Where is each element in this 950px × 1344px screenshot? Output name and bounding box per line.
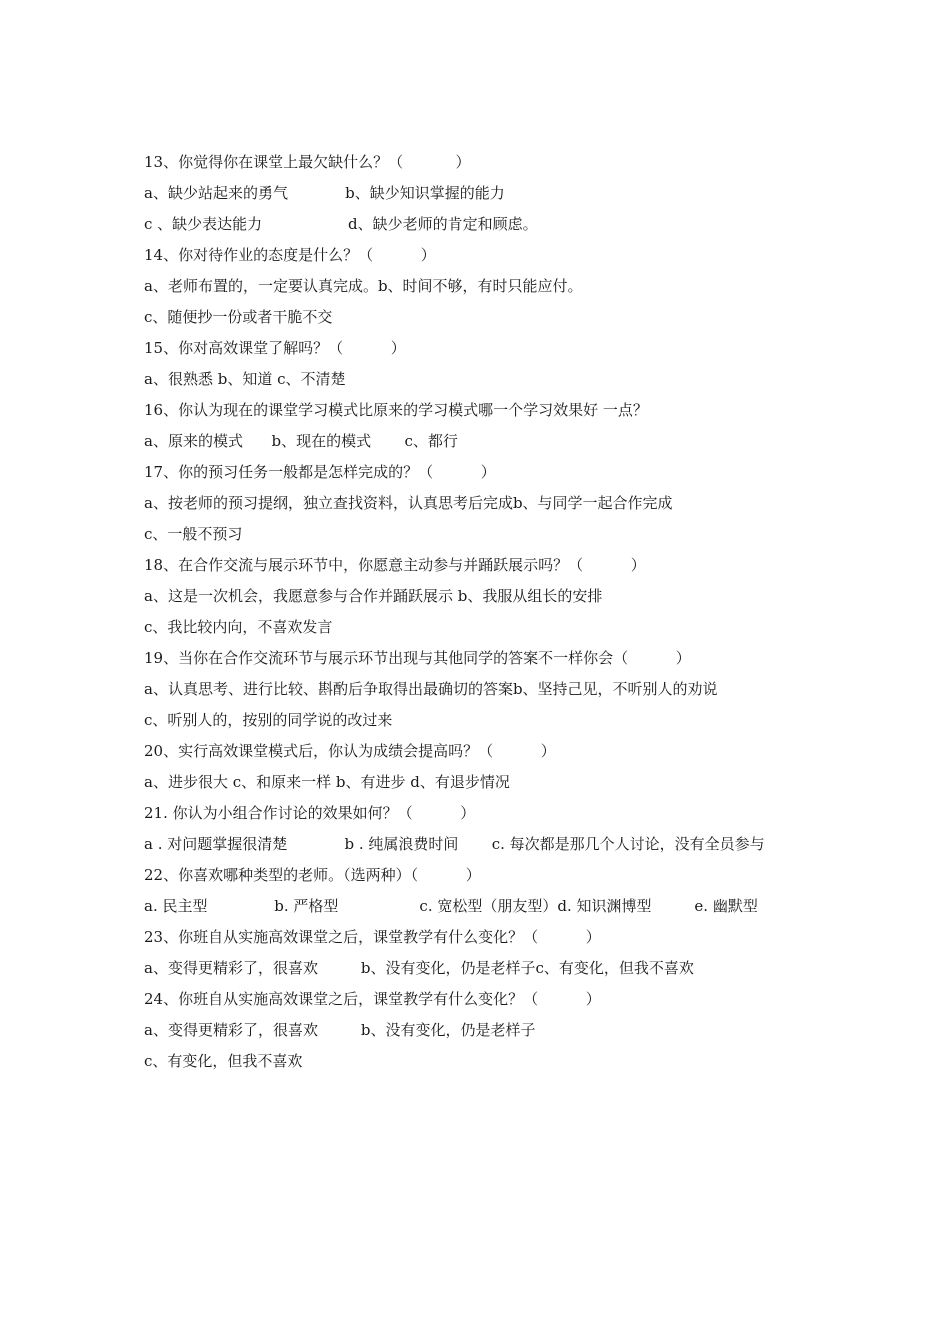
question-17: 17、你的预习任务一般都是怎样完成的？（ ）: [144, 463, 496, 481]
question-24-options-ab: a、变得更精彩了，很喜欢 b、没有变化，仍是老样子: [144, 1021, 536, 1039]
question-21-options: a . 对问题掌握很清楚 b . 纯属浪费时间 c. 每次都是那几个人讨论，没有全员参与: [144, 835, 765, 853]
question-16: 16、你认为现在的课堂学习模式比原来的学习模式哪一个学习效果好 一点？: [144, 401, 648, 419]
question-22: 22、你喜欢哪种类型的老师。（选两种）（ ）: [144, 866, 481, 884]
question-18-option-c: c、我比较内向，不喜欢发言: [144, 618, 333, 636]
questionnaire-page: [144, 152, 814, 1082]
question-17-option-c: c、一般不预习: [144, 525, 243, 543]
question-20-options: a、进步很大 c、和原来一样 b、有进步 d、有退步情况: [144, 773, 510, 791]
question-24: 24、你班自从实施高效课堂之后，课堂教学有什么变化？（ ）: [144, 990, 601, 1008]
question-20: 20、实行高效课堂模式后，你认为成绩会提高吗？（ ）: [144, 742, 556, 760]
question-13: 13、你觉得你在课堂上最欠缺什么？（ ）: [144, 153, 471, 171]
question-23: 23、你班自从实施高效课堂之后，课堂教学有什么变化？（ ）: [144, 928, 601, 946]
question-17-options-ab: a、按老师的预习提纲，独立查找资料，认真思考后完成b、与同学一起合作完成: [144, 494, 673, 512]
question-13-options-ab: a、缺少站起来的勇气 b、缺少知识掌握的能力: [144, 184, 505, 202]
question-19: 19、当你在合作交流环节与展示环节出现与其他同学的答案不一样你会（ ）: [144, 649, 691, 667]
question-18-options-ab: a、这是一次机会，我愿意参与合作并踊跃展示 b、我服从组长的安排: [144, 587, 603, 605]
question-14-option-c: c、随便抄一份或者干脆不交: [144, 308, 333, 326]
question-23-options: a、变得更精彩了，很喜欢 b、没有变化，仍是老样子c、有变化，但我不喜欢: [144, 959, 694, 977]
question-15-options: a、很熟悉 b、知道 c、不清楚: [144, 370, 346, 388]
question-21: 21. 你认为小组合作讨论的效果如何？（ ）: [144, 804, 476, 822]
question-19-options-ab: a、认真思考、进行比较、斟酌后争取得出最确切的答案b、坚持己见，不听别人的劝说: [144, 680, 718, 698]
question-24-option-c: c、有变化，但我不喜欢: [144, 1052, 303, 1070]
question-19-option-c: c、听别人的，按别的同学说的改过来: [144, 711, 393, 729]
question-13-options-cd: c 、缺少表达能力 d、缺少老师的肯定和顾虑。: [144, 215, 538, 233]
question-15: 15、你对高效课堂了解吗？（ ）: [144, 339, 406, 357]
question-14: 14、你对待作业的态度是什么？（ ）: [144, 246, 436, 264]
question-22-options: a. 民主型 b. 严格型 c. 宽松型（朋友型）d. 知识渊博型 e. 幽默型: [144, 897, 758, 915]
question-14-options-ab: a、老师布置的，一定要认真完成。b、时间不够，有时只能应付。: [144, 277, 583, 295]
question-16-options: a、原来的模式 b、现在的模式 c、都行: [144, 432, 458, 450]
question-18: 18、在合作交流与展示环节中，你愿意主动参与并踊跃展示吗？（ ）: [144, 556, 646, 574]
